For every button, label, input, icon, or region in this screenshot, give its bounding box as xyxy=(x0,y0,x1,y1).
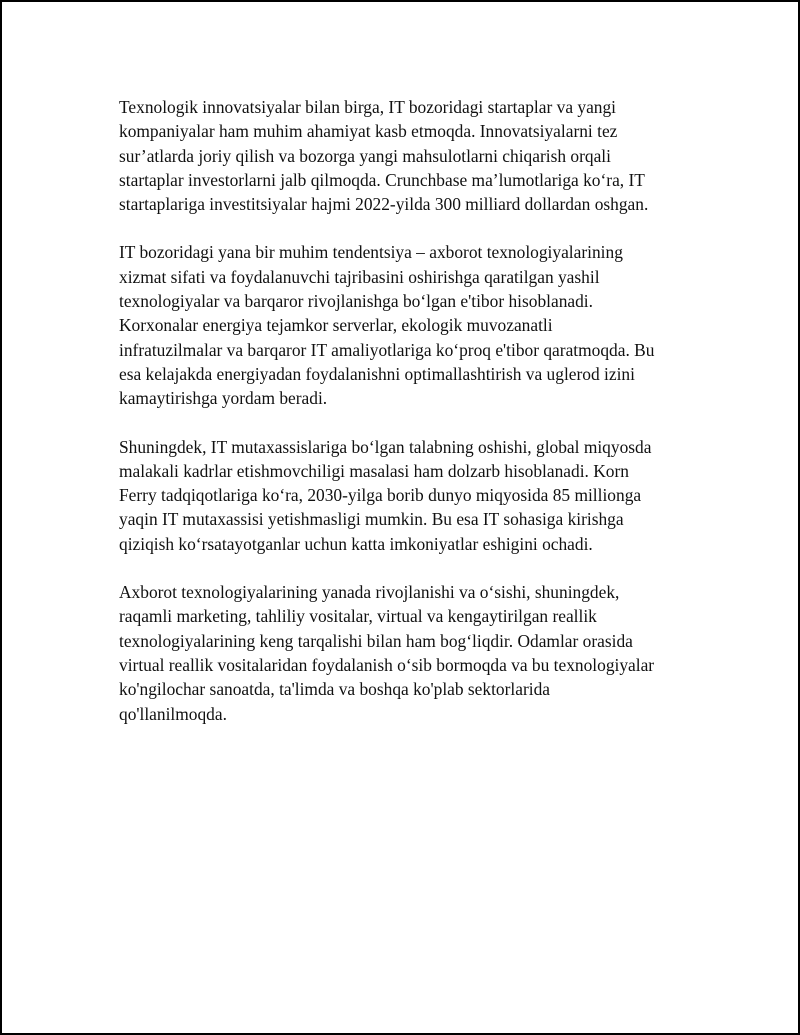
text-line: malakali kadrlar etishmovchiligi masalasi ham dolzarb hisoblanadi. Korn xyxy=(119,460,629,481)
text-line: startaplar investorlarni jalb qilmoqda. Crunchbase ma’lumotlariga ko‘ra, IT xyxy=(119,169,645,190)
text-line: yaqin IT mutaxassisi yetishmasligi mumkin. Bu esa IT sohasiga kirishga xyxy=(119,509,624,530)
text-line: texnologiyalarining keng tarqalishi bilan ham bog‘liqdir. Odamlar orasida xyxy=(119,630,633,651)
text-line: Axborot texnologiyalarining yanada rivojlanishi va o‘sishi, shuningdek, xyxy=(119,582,620,603)
text-line: kamaytirishga yordam beradi. xyxy=(119,388,328,409)
text-line: texnologiyalar va barqaror rivojlanishga bo‘lgan e'tibor hisoblanadi. xyxy=(119,291,593,312)
text-line: startaplariga investitsiyalar hajmi 2022-yilda 300 milliard dollardan oshgan. xyxy=(119,194,649,215)
text-line: esa kelajakda energiyadan foydalanishni optimallashtirish va uglerod izini xyxy=(119,363,635,384)
text-line: qo'llanilmoqda. xyxy=(119,703,227,724)
text-line: Korxonalar energiya tejamkor serverlar, ekologik muvozanatli xyxy=(119,315,553,336)
text-line: Texnologik innovatsiyalar bilan birga, IT bozoridagi startaplar va yangi xyxy=(119,97,617,117)
text-line: xizmat sifati va foydalanuvchi tajribasini oshirishga qaratilgan yashil xyxy=(119,266,600,287)
paragraph-1 xyxy=(119,95,699,216)
paragraph-3 xyxy=(119,435,699,556)
text-line: IT bozoridagi yana bir muhim tendentsiya – axborot texnologiyalarining xyxy=(119,242,623,263)
text-line: sur’atlarda joriy qilish va bozorga yangi mahsulotlarni chiqarish orqali xyxy=(119,145,611,166)
text-line: Ferry tadqiqotlariga ko‘ra, 2030-yilga borib dunyo miqyosida 85 millionga xyxy=(119,485,642,506)
text-line: Shuningdek, IT mutaxassislariga bo‘lgan talabning oshishi, global miqyosda xyxy=(119,436,652,457)
text-line: qiziqish ko‘rsatayotganlar uchun katta imkoniyatlar eshigini ochadi. xyxy=(119,533,593,554)
text-line: ko'ngilochar sanoatda, ta'limda va boshqa ko'plab sektorlarida xyxy=(119,679,550,700)
text-line: kompaniyalar ham muhim ahamiyat kasb etmoqda. Innovatsiyalarni tez xyxy=(119,121,618,142)
text-line: raqamli marketing, tahliliy vositalar, virtual va kengaytirilgan reallik xyxy=(119,606,597,627)
paragraph-2 xyxy=(119,240,699,410)
text-line: infratuzilmalar va barqaror IT amaliyotlariga ko‘proq e'tibor qaratmoqda. Bu xyxy=(119,339,655,360)
text-line: virtual reallik vositalaridan foydalanish o‘sib bormoqda va bu texnologiyalar xyxy=(119,654,655,675)
paragraph-4 xyxy=(119,580,699,726)
document-body xyxy=(119,95,699,750)
